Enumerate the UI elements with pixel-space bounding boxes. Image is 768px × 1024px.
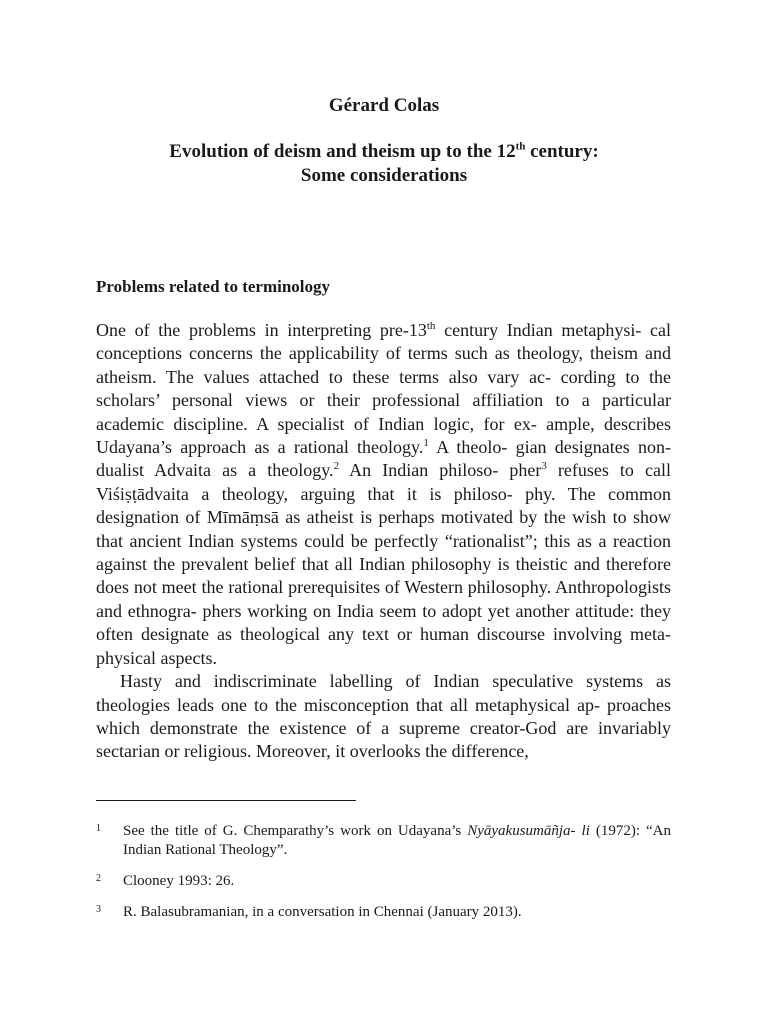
footnote-italic-title: Nyāyakusumāñja- li <box>467 823 590 839</box>
footnote-number: 3 <box>96 904 101 915</box>
footnote-text: See the title of G. Chemparathy’s work on Udayana’s Nyāyakusumāñja- li (1972): “An Indian Rational Theology”. <box>123 823 671 858</box>
section-heading: Problems related to terminology <box>96 277 331 296</box>
footnote-text: R. Balasubramanian, in a conversation in Chennai (January 2013). <box>123 904 522 920</box>
title-superscript: th <box>515 140 526 153</box>
footnote-divider <box>96 800 356 801</box>
author-name: Gérard Colas <box>328 95 440 116</box>
footnote-ref-1[interactable]: 1 <box>423 437 429 450</box>
footnote-ref-3[interactable]: 3 <box>541 460 547 473</box>
footnotes <box>96 822 671 934</box>
footnote-2 <box>96 872 671 891</box>
body-text <box>96 319 671 764</box>
footnote-number: 1 <box>96 823 101 834</box>
footnote-text: Clooney 1993: 26. <box>123 873 235 889</box>
footnote-1 <box>96 822 671 860</box>
title-line-2: Some considerations <box>300 165 468 186</box>
chapter-title <box>0 140 768 188</box>
paragraph-1: One of the problems in interpreting pre-13th century Indian metaphysi- cal conceptions concerns the applicability of terms such as theology, theism and atheism. The values attached to these terms also vary ac- cording to the scholars’ personal views or their professional affiliation to a particular academic discipline. A specialist of Indian logic, for ex- ample, describes Udayana’s approach as a rational theology.$^1$ A theolo- gian designates non-dualist Advaita as a theology.$^2$ An Indian philoso- pher$^3$ refuses to call Viśiṣṭādvaita a theology, arguing that it is philoso- phy. The common designation of Mīmāṃsā as atheist is perhaps motivated by the wish to show that ancient Indian systems could be perfectly “rationalist”; this as a reaction against the prevalent belief that all Indian philosophy is theistic and therefore does not meet the rational prerequisites of Western philosophy. Anthropologists and ethnogra- phers working on India seem to adopt yet another attitude: they often designate as theological any text or human discourse involving meta- physical aspects. <box>96 320 671 668</box>
paragraph-2: Hasty and indiscriminate labelling of Indian speculative systems as theologies leads one to the misconception that all metaphysical ap- proaches which demonstrate the existence of a supreme creator-God are invariably sectarian or religious. Moreover, it overlooks the difference, <box>96 671 671 762</box>
footnote-3 <box>96 903 671 922</box>
superscript-th: th <box>426 320 436 332</box>
footnote-number: 2 <box>96 873 101 884</box>
title-line-1: Evolution of deism and theism up to the 12th century: <box>169 140 599 162</box>
footnote-ref-2[interactable]: 2 <box>333 460 340 473</box>
